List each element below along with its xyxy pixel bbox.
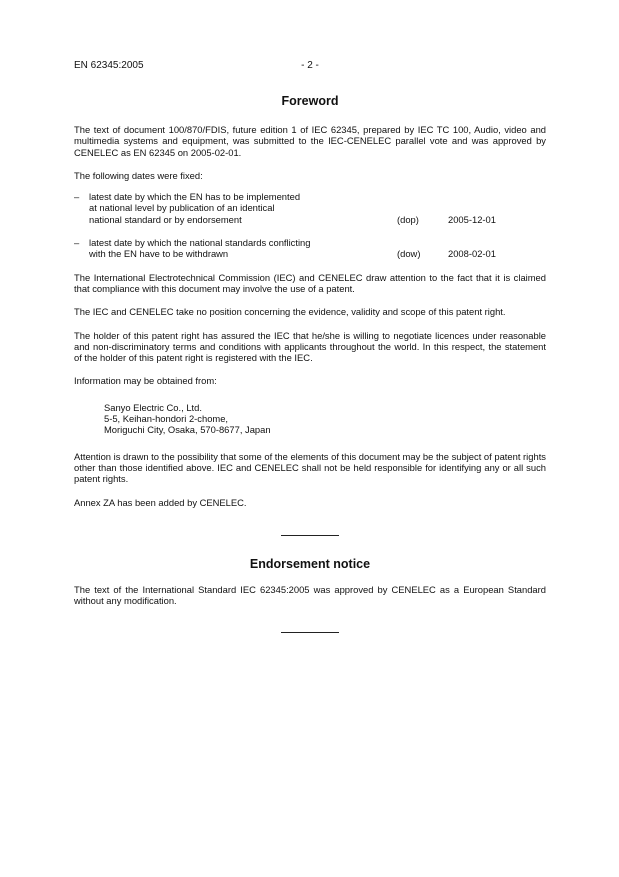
date-item-line: at national level by publication of an identical: [89, 202, 275, 214]
date-item-line: national standard or by endorsement: [89, 213, 242, 225]
date-value: 2005-12-01: [448, 213, 496, 225]
attention-paragraph: Attention is drawn to the possibility that some of the elements of this document may be the subject of patent rights other than those identified above. IEC and CENELEC shall not be held responsible for identifying any or all such patent rights.: [74, 450, 546, 485]
document-id: EN 62345:2005: [74, 60, 144, 71]
address-line: 5-5, Keihan-hondori 2-chome,: [104, 413, 229, 425]
page-header: [74, 60, 546, 74]
date-value: 2008-02-01: [448, 248, 496, 260]
endorsement-text: The text of the International Standard IEC 62345:2005 was approved by CENELEC as a European Standard without any modification.: [74, 583, 546, 607]
annex-paragraph: Annex ZA has been added by CENELEC.: [74, 496, 247, 508]
date-item-dow: [74, 237, 546, 260]
section-divider: [281, 535, 339, 536]
page-content: [74, 93, 546, 633]
contact-address: [104, 402, 546, 436]
end-divider: [281, 632, 339, 633]
date-abbreviation: (dop): [397, 213, 419, 225]
date-abbreviation: (dow): [397, 248, 421, 260]
page-number: - 2 -: [301, 60, 319, 71]
information-paragraph: Information may be obtained from:: [74, 375, 217, 387]
patent-holder-paragraph: The holder of this patent right has assured the IEC that he/she is willing to negotiate licences under reasonable and non-discriminatory terms and conditions with applicants throughout the world. In this respect, the statement of the holder of this patent right is registered with the IEC.: [74, 329, 546, 364]
date-item-dop: [74, 191, 546, 225]
address-line: Sanyo Electric Co., Ltd.: [104, 401, 202, 413]
list-dash: –: [74, 237, 80, 249]
foreword-title: Foreword: [281, 94, 339, 108]
patent-paragraph: The International Electrotechnical Commission (IEC) and CENELEC draw attention to the fact that it is claimed that compliance with this document may involve the use of a patent.: [74, 271, 546, 294]
endorsement-title: Endorsement notice: [249, 556, 371, 571]
foreword-intro: The text of document 100/870/FDIS, future edition 1 of IEC 62345, prepared by IEC TC 100, Audio, video and multimedia systems and equipment, was submitted to the IEC-CENELEC parallel vote and was approved by CENELEC as EN 62345 on 2005-02-01.: [74, 124, 546, 158]
dates-intro: The following dates were fixed:: [74, 169, 203, 181]
list-dash: –: [74, 191, 80, 203]
date-item-line: with the EN have to be withdrawn: [89, 248, 229, 260]
address-line: Moriguchi City, Osaka, 570-8677, Japan: [104, 424, 271, 436]
patent-position-paragraph: The IEC and CENELEC take no position concerning the evidence, validity and scope of this patent right.: [74, 306, 506, 318]
date-item-line: latest date by which the national standards conflicting: [89, 237, 311, 249]
date-item-line: latest date by which the EN has to be implemented: [89, 191, 301, 203]
